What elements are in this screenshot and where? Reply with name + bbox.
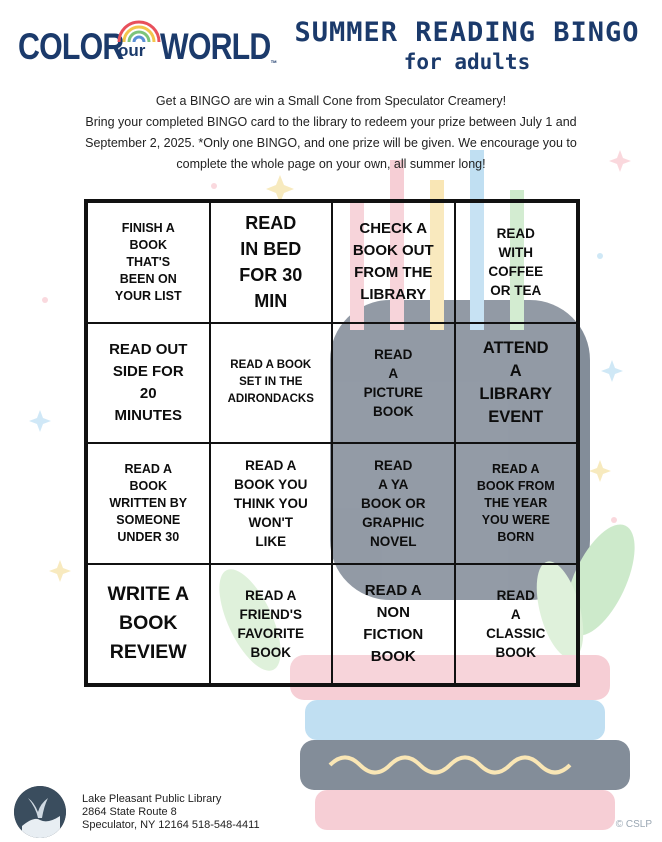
bingo-cell-text: READ A BOOK SET IN THE ADIRONDACKS bbox=[227, 359, 314, 406]
bingo-cell-text: WRITE A BOOK REVIEW bbox=[107, 583, 190, 664]
bingo-cell-text: CHECK A BOOK OUT FROM THE LIBRARY bbox=[352, 220, 434, 304]
bingo-cell-check-out-book[interactable] bbox=[332, 202, 455, 323]
intro-text bbox=[20, 91, 642, 175]
library-logo bbox=[14, 786, 66, 838]
logo-right-word bbox=[160, 26, 276, 68]
library-contact bbox=[82, 793, 260, 832]
bingo-cell-text: READ A BOOK FROM THE YEAR YOU WERE BORN bbox=[476, 461, 555, 544]
bingo-cell-write-review[interactable] bbox=[87, 564, 210, 685]
bingo-cell-birth-year[interactable] bbox=[455, 443, 578, 564]
bingo-cell-text: READ A YA BOOK OR GRAPHIC NOVEL bbox=[360, 457, 426, 549]
bingo-cell-wont-like[interactable] bbox=[210, 443, 333, 564]
bingo-cell-text: READ A PICTURE BOOK bbox=[363, 346, 423, 419]
library-address-line-1: 2864 State Route 8 bbox=[82, 806, 177, 818]
intro-line-2: Bring your completed BINGO card to the library to redeem your prize between July 1 and bbox=[85, 115, 577, 129]
bingo-cell-text: READ A BOOK YOU THINK YOU WON'T LIKE bbox=[233, 457, 308, 549]
bingo-cell-author-under-30[interactable] bbox=[87, 443, 210, 564]
page-title: SUMMER READING BINGO bbox=[294, 17, 640, 48]
intro-line-3: September 2, 2025. *Only one BINGO, and one prize will be given. We encourage you to bbox=[85, 136, 577, 150]
logo-middle-word: our bbox=[118, 41, 146, 60]
bingo-cell-text: READ A NON FICTION BOOK bbox=[363, 581, 424, 665]
bingo-board bbox=[84, 199, 580, 687]
bingo-cell-text: READ A FRIEND'S FAVORITE BOOK bbox=[237, 587, 304, 660]
bingo-cell-adirondacks[interactable] bbox=[210, 323, 333, 444]
page-title-block bbox=[282, 16, 652, 74]
bingo-cell-text: FINISH A BOOK THAT'S BEEN ON YOUR LIST bbox=[114, 220, 182, 303]
page-subtitle: for adults bbox=[403, 50, 531, 74]
logo-left-word: COLOR bbox=[18, 26, 124, 67]
bingo-cell-ya-graphic-novel[interactable] bbox=[332, 443, 455, 564]
bingo-cell-finish-book-on-list[interactable] bbox=[87, 202, 210, 323]
trademark-symbol: ™ bbox=[270, 59, 277, 68]
intro-line-4: complete the whole page on your own, all summer long! bbox=[176, 157, 486, 171]
bingo-cell-read-with-coffee[interactable] bbox=[455, 202, 578, 323]
copyright-credit: © CSLP bbox=[615, 819, 652, 830]
color-our-world-logo bbox=[18, 14, 277, 72]
bingo-cell-text: READ WITH COFFEE OR TEA bbox=[488, 226, 544, 299]
library-name: Lake Pleasant Public Library bbox=[82, 793, 222, 805]
rainbow-arcs-icon bbox=[114, 14, 164, 44]
bingo-cell-text: READ OUT SIDE FOR 20 MINUTES bbox=[109, 340, 188, 424]
tree-icon bbox=[14, 786, 66, 838]
library-address-line-2: Speculator, NY 12164 518-548-4411 bbox=[82, 819, 260, 831]
bingo-cell-text: ATTEND A LIBRARY EVENT bbox=[479, 338, 553, 426]
logo-right-word-text: WORLD bbox=[160, 26, 271, 67]
bingo-cell-picture-book[interactable] bbox=[332, 323, 455, 444]
bingo-cell-read-in-bed[interactable] bbox=[210, 202, 333, 323]
bingo-cell-friends-favorite[interactable] bbox=[210, 564, 333, 685]
bingo-cell-text: READ IN BED FOR 30 MIN bbox=[239, 213, 303, 312]
intro-line-1: Get a BINGO are win a Small Cone from Speculator Creamery! bbox=[155, 94, 507, 108]
bingo-cell-nonfiction[interactable] bbox=[332, 564, 455, 685]
bingo-cell-read-outside[interactable] bbox=[87, 323, 210, 444]
bingo-cell-classic[interactable] bbox=[455, 564, 578, 685]
bingo-cell-text: READ A CLASSIC BOOK bbox=[486, 587, 546, 660]
footer bbox=[14, 786, 654, 838]
bingo-cell-text: READ A BOOK WRITTEN BY SOMEONE UNDER 30 bbox=[109, 461, 188, 544]
bingo-cell-library-event[interactable] bbox=[455, 323, 578, 444]
